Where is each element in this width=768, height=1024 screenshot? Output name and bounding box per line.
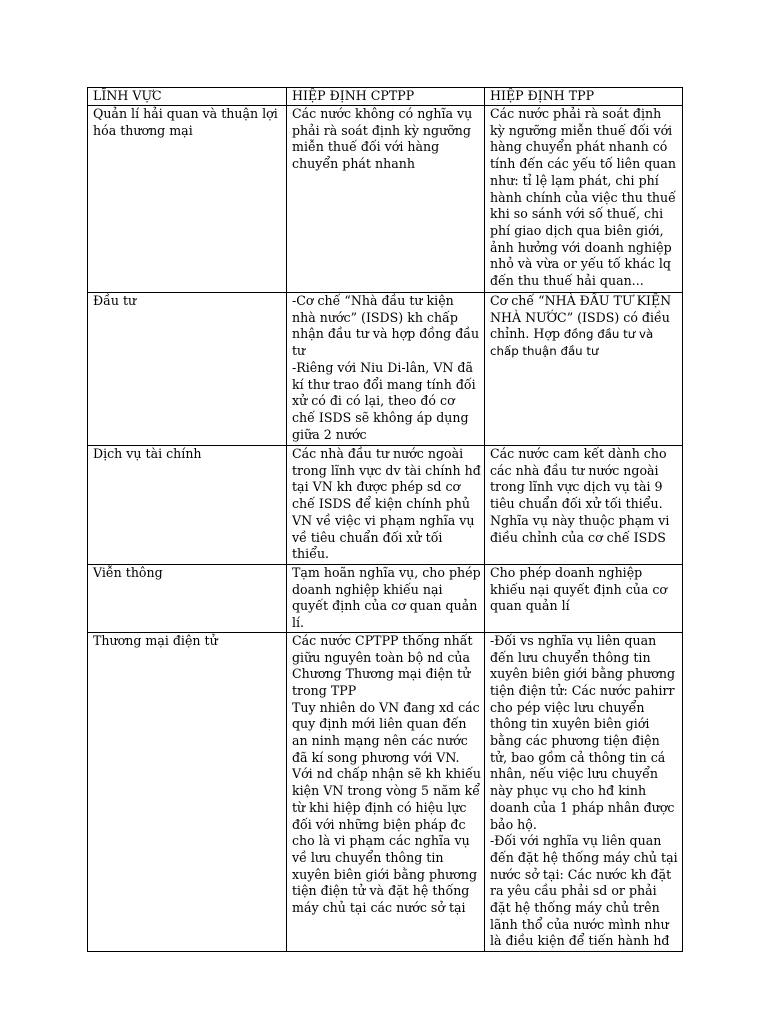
table-row	[88, 293, 683, 446]
tpp-cell	[485, 293, 683, 446]
header-row	[88, 88, 683, 106]
field-cell: Dịch vụ tài chính	[88, 446, 287, 565]
tpp-cell-text: Cơ chế “NHÀ ĐẦU TƯ KIỆN NHÀ NƯỚC” (ISDS) có điều chỉnh. Hợp	[490, 293, 672, 342]
tpp-cell-text-alt-font: đồng đầu tư và chấp thuận đầu tư	[490, 327, 654, 359]
field-cell: Viễn thông	[88, 565, 287, 633]
cptpp-cell: Các nước CPTPP thống nhất giữu nguyên toàn bộ nd của Chương Thương mại điện tử trong TPP Tuy nhiên do VN đang xd các quy định mới liên quan đến an ninh mạng nên các nước đã kí song phương với VN. Với nd chấp nhận sẽ kh khiếu kiện VN trong vòng 5 năm kể từ khi hiệp định có hiệu lực đối với những biện pháp đc cho là vi phạm các nghĩa vụ về lưu chuyển thông tin xuyên biên giới bằng phương tiện điện tử và đặt hệ thống máy chủ tại các nước sở tại	[287, 632, 485, 951]
cptpp-cell: -Cơ chế “Nhà đầu tư kiện nhà nước” (ISDS) kh chấp nhận đầu tư và hợp đồng đầu tư -Riêng với Niu Di-lân, VN đã kí thư trao đổi mang tính đối xử có đi có lại, theo đó cơ chế ISDS sẽ không áp dụng giữa 2 nước	[287, 293, 485, 446]
table-row	[88, 565, 683, 633]
header-tpp: HIỆP ĐỊNH TPP	[485, 88, 683, 106]
tpp-cell: Các nước cam kết dành cho các nhà đầu tư nước ngoài trong lĩnh vực dịch vụ tài 9 tiêu chuẩn đối xử tối thiểu. Nghĩa vụ này thuộc phạm vi điều chỉnh của cơ chế ISDS	[485, 446, 683, 565]
field-cell: Quản lí hải quan và thuận lợi hóa thương mại	[88, 106, 287, 293]
comparison-table	[87, 87, 683, 952]
table-row	[88, 446, 683, 565]
field-cell: Thương mại điện tử	[88, 632, 287, 951]
tpp-cell: Các nước phải rà soát định kỳ ngưỡng miễn thuế đối với hàng chuyển phát nhanh có tính đến các yếu tố liên quan như: tỉ lệ lạm phát, chi phí hành chính của việc thu thuế khi so sánh với số thuế, chi phí giao dịch qua biên giới, ảnh hưởng với doanh nghiệp nhỏ và vừa or yếu tố khác lq đến thu thuế hải quan...	[485, 106, 683, 293]
cptpp-cell: Các nhà đầu tư nước ngoài trong lĩnh vực dv tài chính hđ tại VN kh được phép sd cơ chế ISDS để kiện chính phủ VN về việc vi phạm nghĩa vụ về tiêu chuẩn đối xử tối thiểu.	[287, 446, 485, 565]
table-row	[88, 632, 683, 951]
tpp-cell: Cho phép doanh nghiệp khiếu nại quyết định của cơ quan quản lí	[485, 565, 683, 633]
header-cptpp: HIỆP ĐỊNH CPTPP	[287, 88, 485, 106]
table-row	[88, 106, 683, 293]
tpp-cell: -Đối vs nghĩa vụ liên quan đến lưu chuyển thông tin xuyên biên giới bằng phương tiện điện tử: Các nước pahirr cho pép việc lưu chuyển thông tin xuyên biên giới bằng các phương tiện điện tử, bao gồm cả thông tin cá nhân, nếu việc lưu chuyển này phục vụ cho hđ kinh doanh của 1 pháp nhân được bảo hộ. -Đối với nghĩa vụ liên quan đến đặt hệ thống máy chủ tại nước sở tại: Các nước kh đặt ra yêu cầu phải sd or phải đặt hệ thống máy chủ trên lãnh thổ của nước mình như là điều kiện để tiến hành hđ	[485, 632, 683, 951]
cptpp-cell: Tạm hoãn nghĩa vụ, cho phép doanh nghiệp khiếu nại quyết định của cơ quan quản lí.	[287, 565, 485, 633]
cptpp-cell: Các nước không có nghĩa vụ phải rà soát định kỳ ngưỡng miễn thuế đối với hàng chuyển phát nhanh	[287, 106, 485, 293]
header-field: LĨNH VỰC	[88, 88, 287, 106]
field-cell: Đầu tư	[88, 293, 287, 446]
